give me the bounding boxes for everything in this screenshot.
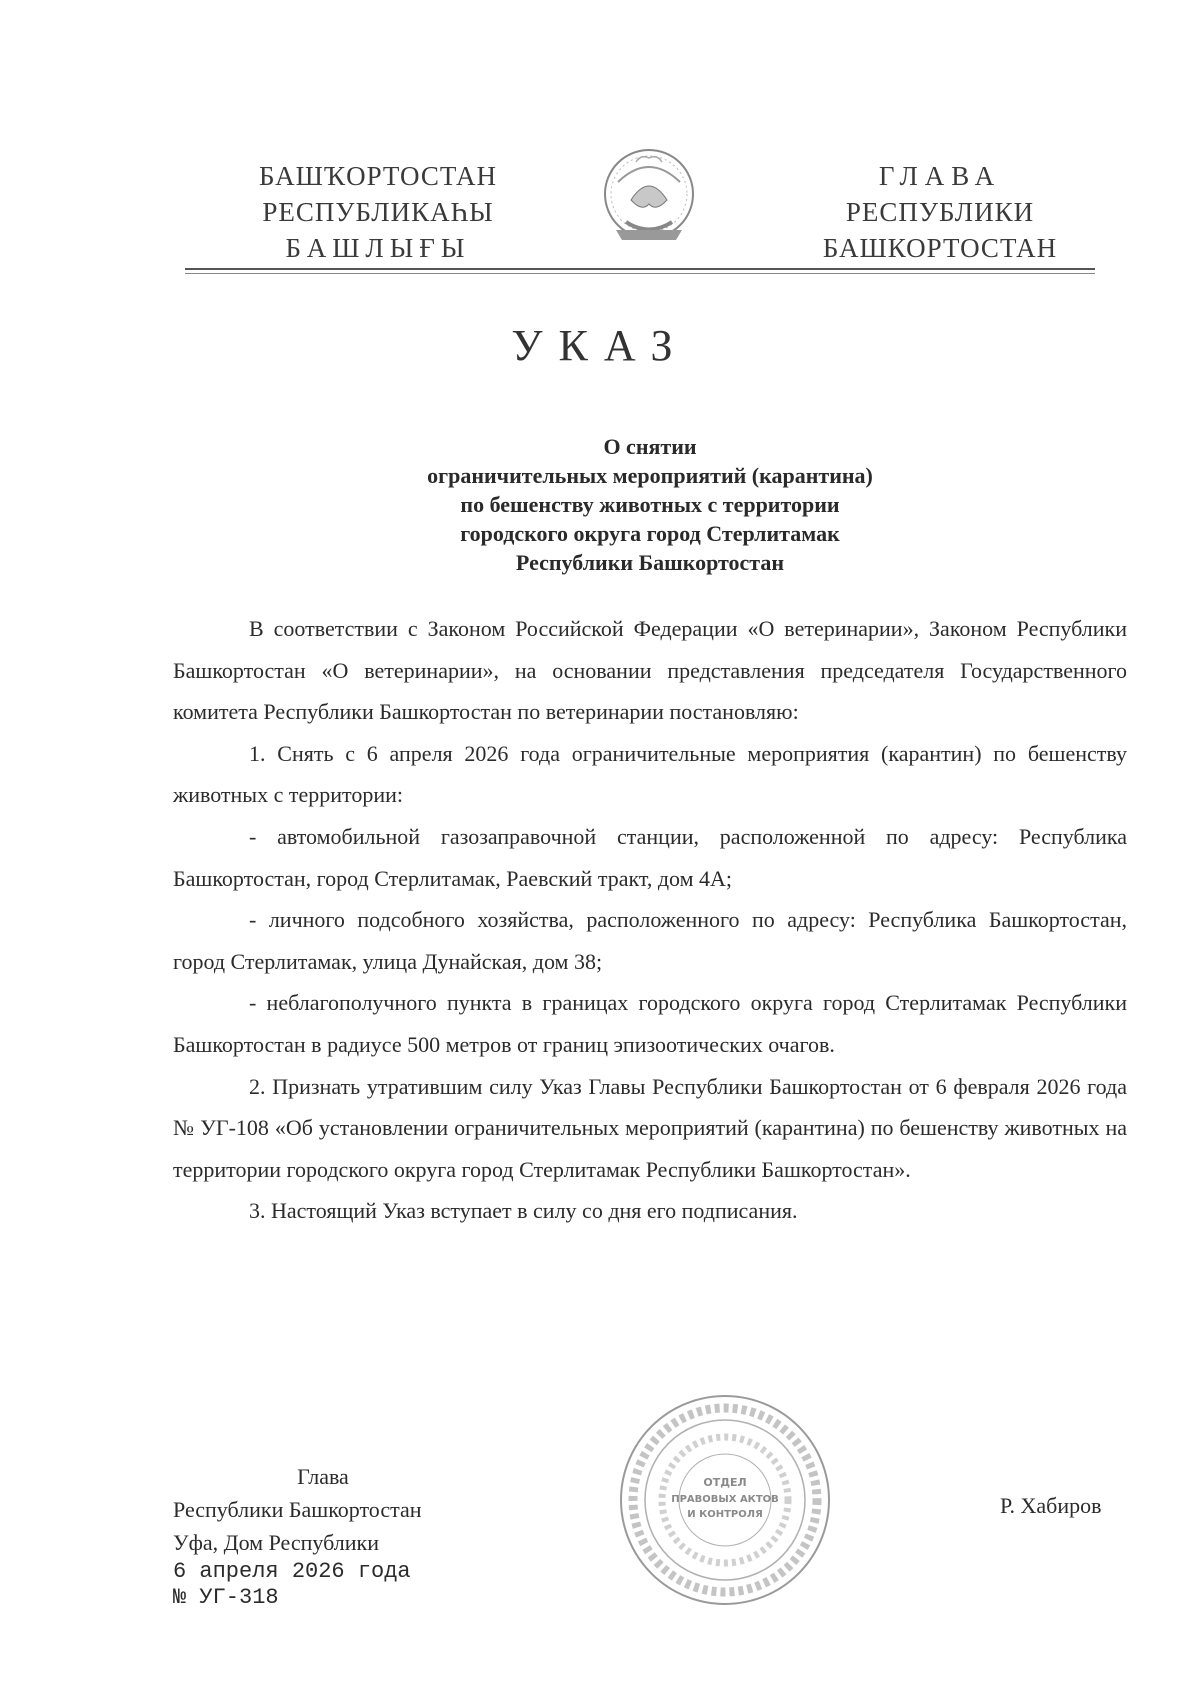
header-divider: [185, 268, 1095, 270]
signature-block: [173, 1460, 473, 1611]
document-body: [173, 608, 1127, 1232]
signer-position-line2: Республики Башкортостан: [173, 1497, 422, 1522]
title-line: по бешенству животных с территории: [460, 492, 840, 517]
header-right: [790, 158, 1090, 266]
clause-1-item-unsafe-zone: - неблагополучного пункта в границах городского округа город Стерлитамак Республики Башкортостан в радиусе 500 метров от границ эпизоотических очагов.: [173, 990, 1127, 1057]
title-line: ограничительных мероприятий (карантина): [427, 463, 873, 488]
clause-1-item-household: - личного подсобного хозяйства, расположенного по адресу: Республика Башкортостан, город Стерлитамак, улица Дунайская, дом 38;: [173, 907, 1127, 974]
header-left: [228, 158, 528, 266]
title-line: О снятии: [603, 434, 697, 459]
document-title: [300, 432, 1000, 577]
document-type: УКАЗ: [511, 321, 689, 370]
stamp-text: ОТДЕЛ: [703, 1476, 747, 1489]
header-left-line: БАШҠОРТОСТАН: [258, 161, 498, 191]
signing-place: Уфа, Дом Республики: [173, 1530, 379, 1555]
coat-of-arms-emblem: [596, 142, 702, 252]
clause-1: 1. Снять с 6 апреля 2026 года ограничительные мероприятия (карантин) по бешенству животных с территории:: [173, 740, 1127, 808]
signer-name: Р. Хабиров: [1000, 1493, 1102, 1518]
header-divider-thin: [185, 273, 1095, 274]
signing-date: 6 апреля 2026 года: [173, 1559, 411, 1584]
stamp-text: ПРАВОВЫХ АКТОВ: [671, 1494, 779, 1505]
official-stamp: [615, 1390, 835, 1610]
signer-position: Глава: [297, 1464, 349, 1489]
title-line: Республики Башкортостан: [515, 550, 785, 575]
clause-3: 3. Настоящий Указ вступает в силу со дня его подписания.: [249, 1198, 798, 1224]
header-left-line: БАШЛЫҒЫ: [285, 233, 471, 263]
header-right-line: ГЛАВА: [878, 161, 1002, 191]
header-left-line: РЕСПУБЛИКАҺЫ: [262, 197, 494, 227]
stamp-text: И КОНТРОЛЯ: [687, 1509, 763, 1520]
preamble-paragraph: В соответствии с Законом Российской Федерации «О ветеринарии», Законом Республики Башкортостан «О ветеринарии», на основании представления председателя Государственного комитета Республики Башкортостан по ветеринарии постановляю:: [173, 616, 1127, 725]
clause-2: 2. Признать утратившим силу Указ Главы Республики Башкортостан от 6 февраля 2026 года № УГ-108 «Об установлении ограничительных мероприятий (карантина) по бешенству животных на территории городского округа город Стерлитамак Республики Башкортостан».: [173, 1073, 1127, 1182]
header-right-line: РЕСПУБЛИКИ: [845, 197, 1035, 227]
clause-1-item-gas-station: - автомобильной газозаправочной станции, расположенной по адресу: Республика Башкортостан, город Стерлитамак, Раевский тракт, дом 4А;: [173, 823, 1127, 891]
decree-number: № УГ-318: [173, 1585, 279, 1610]
title-line: городского округа город Стерлитамак: [460, 521, 840, 546]
header-right-line: БАШКОРТОСТАН: [822, 233, 1058, 263]
